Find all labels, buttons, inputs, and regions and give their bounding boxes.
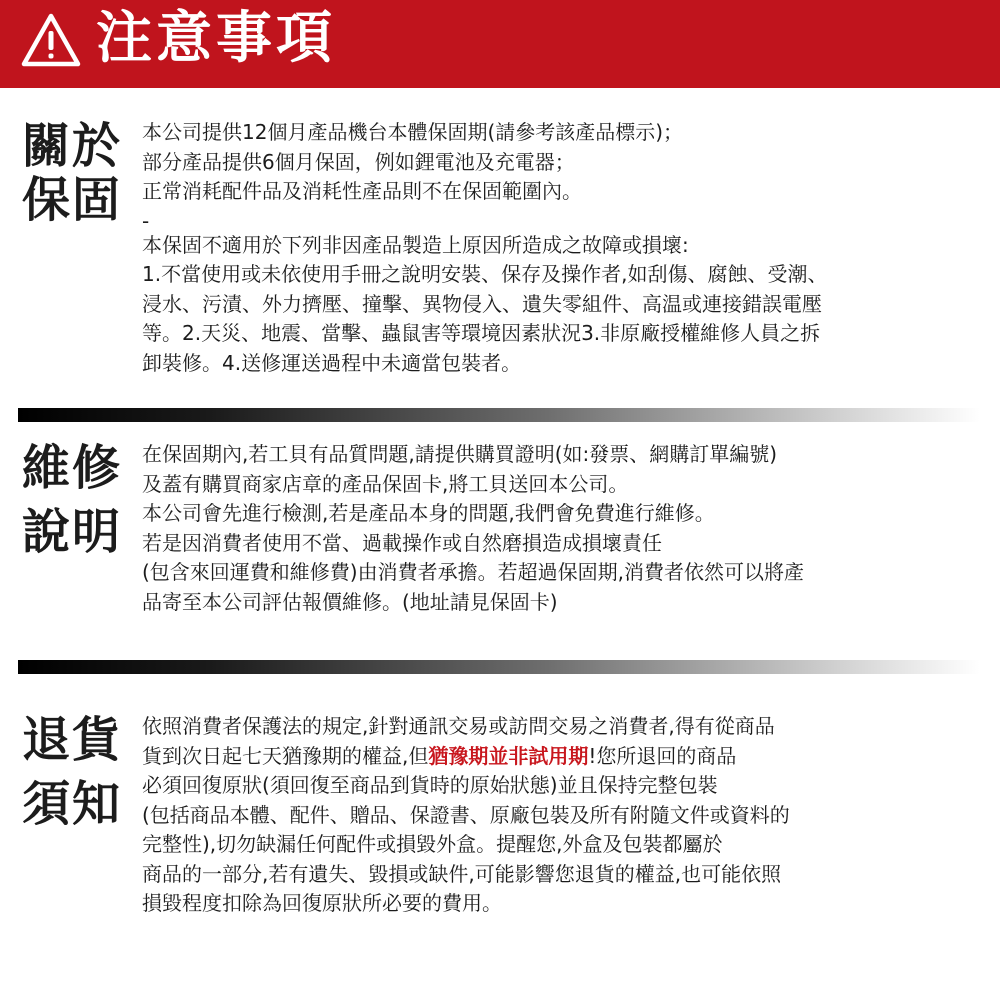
warranty-line: 1.不當使用或未依使用手冊之說明安裝、保存及操作者,如刮傷、腐蝕、受潮、 xyxy=(142,262,828,286)
warranty-line: 正常消耗配件品及消耗性產品則不在保固範圍內。 xyxy=(142,179,582,203)
warranty-line: 等。2.天災、地震、當擊、蟲鼠害等環境因素狀況3.非原廠授權維修人員之拆 xyxy=(142,321,821,345)
warranty-line: 卸裝修。4.送修運送過程中未適當包裝者。 xyxy=(142,350,522,375)
returns-line: 商品的一部分,若有遺失、毀損或缺件,可能影響您退貨的權益,也可能依照 xyxy=(142,861,782,886)
header-underline xyxy=(0,78,1000,88)
returns-line2-after: !您所退回的商品 xyxy=(588,743,737,768)
warranty-section xyxy=(0,118,1000,398)
returns-line: 損毀程度扣除為回復原狀所必要的費用。 xyxy=(142,891,502,915)
repair-line: 在保固期內,若工貝有品質問題,請提供購買證明(如:發票、網購訂單編號) xyxy=(142,442,778,466)
returns-highlight-text: 猶豫期並非試用期 xyxy=(428,743,589,768)
repair-line: 及蓋有購買商家店章的產品保固卡,將工貝送回本公司。 xyxy=(142,471,629,496)
warranty-body xyxy=(142,118,992,378)
returns-line: 必須回復原狀(須回復至商品到貨時的原始狀態)並且保持完整包裝 xyxy=(142,773,718,797)
warranty-line: 本公司提供12個月產品機台本體保固期(請參考該產品標示)； xyxy=(142,120,684,144)
repair-line: 本公司會先進行檢測,若是產品本身的問題,我們會免費進行維修。 xyxy=(142,501,715,525)
returns-line2-before: 貨到次日起七天猶豫期的權益,但 xyxy=(142,743,429,768)
warranty-line: 本保固不適用於下列非因產品製造上原因所造成之故障或損壞: xyxy=(142,232,689,257)
returns-line: 完整性),切勿缺漏任何配件或損毀外盒。提醒您,外盒及包裝都屬於 xyxy=(142,832,723,856)
section-divider xyxy=(18,408,980,422)
returns-title-line2: 須知 xyxy=(22,776,123,832)
warning-triangle-icon xyxy=(20,12,82,68)
warranty-title-line1: 關於 xyxy=(22,118,123,174)
repair-body xyxy=(142,440,992,617)
repair-title-line2: 說明 xyxy=(22,504,123,560)
warranty-line: - xyxy=(142,208,150,233)
returns-body xyxy=(142,712,992,919)
warranty-line: 浸水、污漬、外力擠壓、撞擊、異物侵入、遺失零組件、高温或連接錯誤電壓 xyxy=(142,291,822,316)
returns-title-line1: 退貨 xyxy=(22,712,123,768)
returns-line xyxy=(142,742,992,772)
repair-line: 若是因消費者使用不當、過載操作或自然磨損造成損壞責任 xyxy=(142,530,662,555)
returns-line: 依照消費者保護法的規定,針對通訊交易或訪問交易之消費者,得有從商品 xyxy=(142,714,775,738)
section-divider xyxy=(18,660,980,674)
warranty-title-line2: 保固 xyxy=(22,172,123,228)
repair-line: 品寄至本公司評估報價維修。(地址請見保固卡) xyxy=(142,589,558,614)
header-banner xyxy=(0,0,1000,88)
header-background xyxy=(365,0,1000,78)
returns-line: (包括商品本體、配件、贈品、保證書、原廠包裝及所有附隨文件或資料的 xyxy=(142,802,790,827)
page-title: 注意事項 xyxy=(96,6,336,71)
repair-line: (包含來回運費和維修費)由消費者承擔。若超過保固期,消費者依然可以將產 xyxy=(142,560,804,584)
repair-section xyxy=(0,440,1000,630)
header-title-block xyxy=(0,0,365,78)
warranty-line: 部分產品提供6個月保固，例如鋰電池及充電器； xyxy=(142,149,575,174)
returns-section xyxy=(0,712,1000,942)
repair-title-line1: 維修 xyxy=(22,440,123,496)
